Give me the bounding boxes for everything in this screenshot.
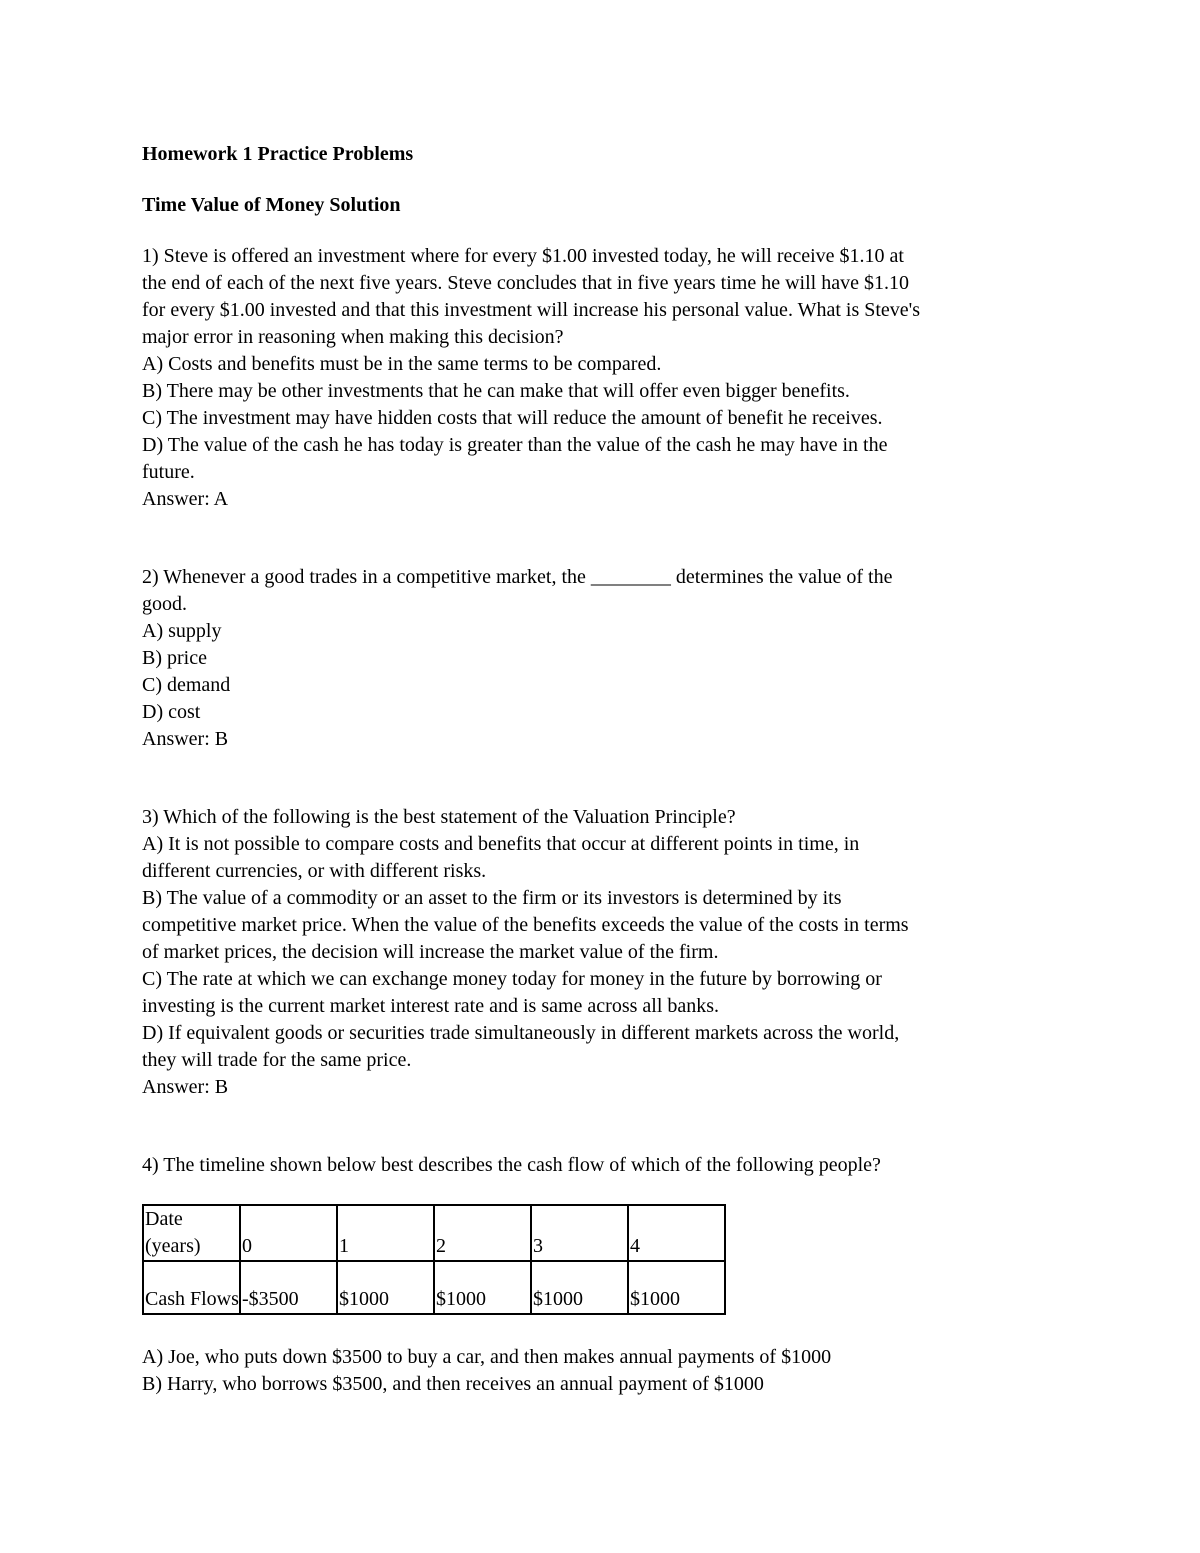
table-cell: $1000 (337, 1261, 434, 1314)
option-b: B) The value of a commodity or an asset to the firm or its investors is determined by its (142, 887, 842, 909)
option-b: B) price (142, 647, 207, 669)
document-title: Homework 1 Practice Problems (142, 143, 414, 165)
table-cell: Cash Flows (143, 1261, 240, 1314)
table-cell: Date (years) (143, 1205, 240, 1261)
question-text-line: 4) The timeline shown below best describes the cash flow of which of the following people? (142, 1154, 881, 1176)
question-text-line: 1) Steve is offered an investment where for every $1.00 invested today, he will receive $1.10 at (142, 245, 904, 267)
question-3 (142, 804, 1072, 1101)
option-c: C) demand (142, 674, 231, 696)
question-text-line: major error in reasoning when making this decision? (142, 326, 564, 348)
question-text-line: for every $1.00 invested and that this investment will increase his personal value. What is Steve's (142, 299, 921, 321)
question-text-line: 3) Which of the following is the best statement of the Valuation Principle? (142, 806, 736, 828)
question-4 (142, 1152, 1072, 1179)
option-d-continued: they will trade for the same price. (142, 1049, 412, 1071)
question-text-line: the end of each of the next five years. Steve concludes that in five years time he will have $1.10 (142, 272, 909, 294)
question-1 (142, 243, 1072, 513)
question-2 (142, 564, 1072, 753)
question-4-options (142, 1344, 1072, 1398)
table-cell: -$3500 (240, 1261, 337, 1314)
option-d: D) If equivalent goods or securities trade simultaneously in different markets across the world, (142, 1022, 900, 1044)
table-cell: $1000 (531, 1261, 628, 1314)
option-c: C) The rate at which we can exchange money today for money in the future by borrowing or (142, 968, 882, 990)
question-text-line: good. (142, 593, 187, 615)
option-b: B) There may be other investments that he can make that will offer even bigger benefits. (142, 380, 850, 402)
option-a: A) It is not possible to compare costs and benefits that occur at different points in time, in (142, 833, 860, 855)
table-cell: 2 (434, 1205, 531, 1261)
option-b: B) Harry, who borrows $3500, and then receives an annual payment of $1000 (142, 1373, 764, 1395)
option-d-continued: future. (142, 461, 195, 483)
document-subtitle: Time Value of Money Solution (142, 194, 401, 216)
table-cell: 0 (240, 1205, 337, 1261)
table-cell: $1000 (434, 1261, 531, 1314)
table-row (143, 1205, 725, 1261)
table-cell: 4 (628, 1205, 725, 1261)
answer: Answer: A (142, 488, 229, 510)
option-c: C) The investment may have hidden costs that will reduce the amount of benefit he receives. (142, 407, 883, 429)
answer: Answer: B (142, 728, 229, 750)
question-text-line: 2) Whenever a good trades in a competitive market, the ________ determines the value of the (142, 566, 893, 588)
option-b-continued: of market prices, the decision will increase the market value of the firm. (142, 941, 719, 963)
option-a: A) Joe, who puts down $3500 to buy a car, and then makes annual payments of $1000 (142, 1346, 832, 1368)
option-a: A) Costs and benefits must be in the same terms to be compared. (142, 353, 662, 375)
option-c-continued: investing is the current market interest rate and is same across all banks. (142, 995, 720, 1017)
option-d: D) cost (142, 701, 201, 723)
option-a-continued: different currencies, or with different risks. (142, 860, 487, 882)
table-cell: $1000 (628, 1261, 725, 1314)
table-cell: 3 (531, 1205, 628, 1261)
cash-flow-timeline-table (142, 1204, 726, 1315)
table-row (143, 1261, 725, 1314)
option-d: D) The value of the cash he has today is greater than the value of the cash he may have in the (142, 434, 888, 456)
answer: Answer: B (142, 1076, 229, 1098)
option-b-continued: competitive market price. When the value of the benefits exceeds the value of the costs in terms (142, 914, 909, 936)
option-a: A) supply (142, 620, 222, 642)
table-cell: 1 (337, 1205, 434, 1261)
